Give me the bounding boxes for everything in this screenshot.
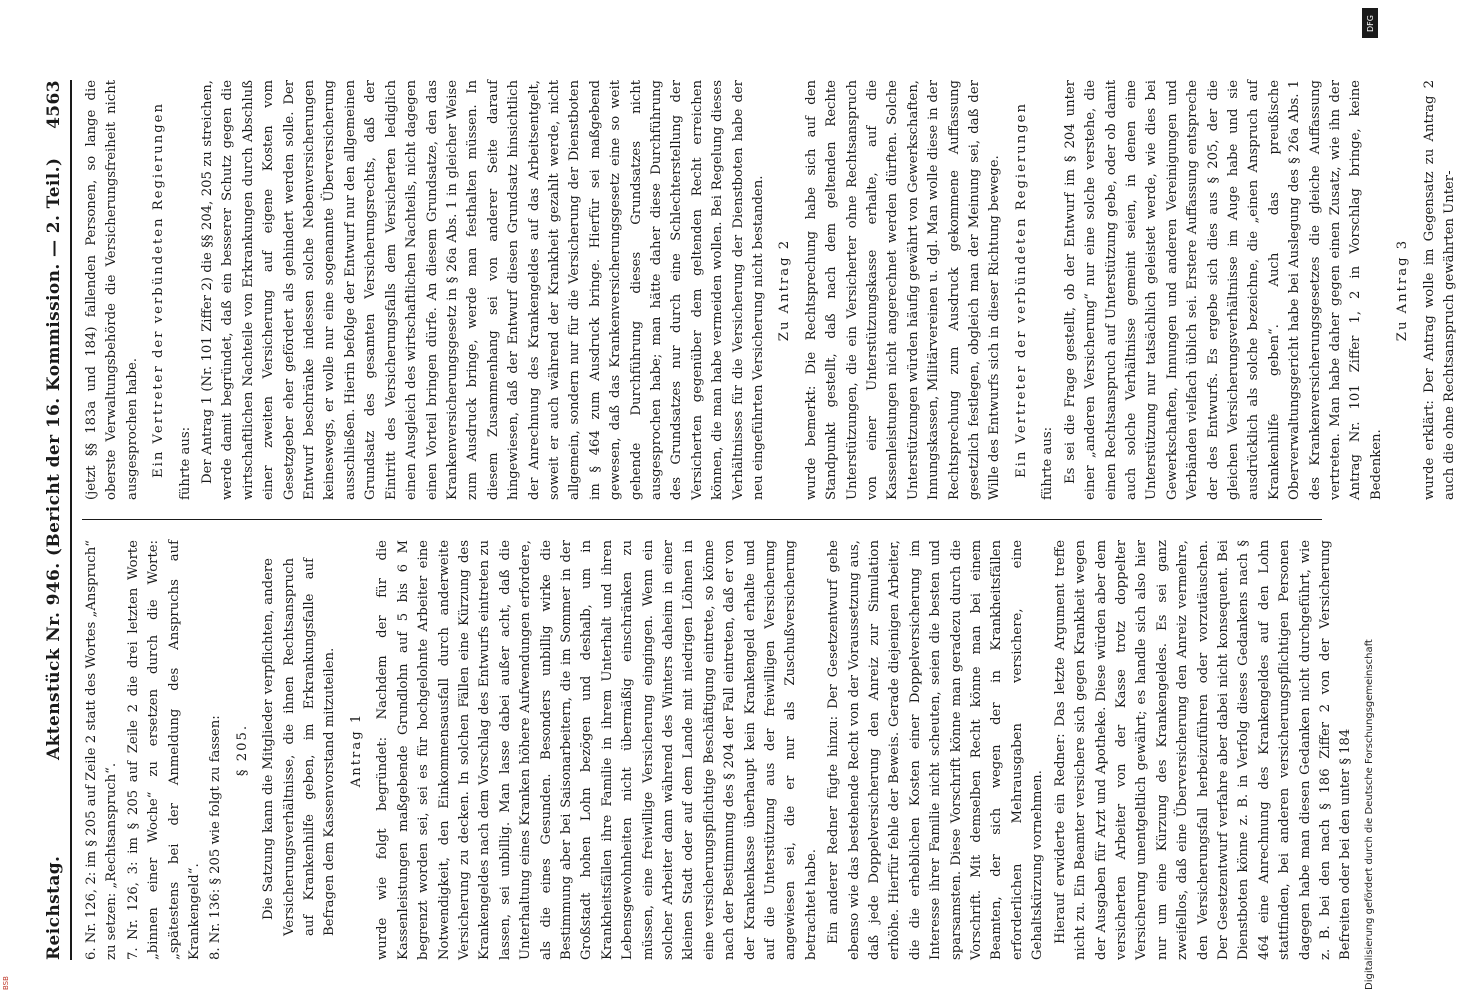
government-heading: Ein Vertreter der verbündeten Regierungen: [1013, 102, 1029, 478]
paragraph: wurde wie folgt begründet: Nachdem der für die Kassenleistungen maßgebende Grundlohn auf 5 bis 6 M begrenzt worden sei, sei es für hochgelohnte Arbeiter eine Notwendigkeit, den Einkommensausfall durch anderweite Versicherung zu decken. In solchen Fällen eine Kürzung des Krankengeldes nach dem Vorschlag des Entwurfs eintreten zu lassen, sei unbillig. Man lasse dabei außer acht, daß die Unterhaltung eines Kranken höhere Aufwendungen erfordere, als die eines Gesunden. Besonders unbillig wirke die Bestimmung aber bei Saisonarbeitern, die im Sommer in der Großstadt hohen Lohn bezögen und deshalb, um in Krankheitsfällen ihre Familie in ihrem Unterhalt und ihren Lebensgewohnheiten nicht übermäßig einschränken zu müssen, eine freiwillige Versicherung eingingen. Wenn ein solcher Arbeiter dann während des Winters daheim in einer kleinen Stadt oder auf dem Lande mit niedrigen Löhnen in eine versicherungspflichtige Beschäftigung eintrete, so könne nach der Bestimmung des § 204 der Fall eintreten, daß er von der Krankenkasse überhaupt kein Krankengeld erhalte und auf die Unterstützung aus der freiwilligen Versicherung angewiesen sei, die er nur als Zuschußversicherung betrachtet habe.: [375, 540, 819, 960]
dfg-label: DFG: [1365, 14, 1375, 32]
antrag-2-heading: Zu Antrag 2: [777, 238, 793, 342]
paragraph: Der Antrag 1 (Nr. 101 Ziffer 2) die §§ 204, 205 zu streichen, werde damit begründet, daß ein besserer Schutz gegen die wirtschaftlichen Nachteile von Erkrankungen durch Abschluß einer zweiten Versicherung auf eigene Kosten vom Gesetzgeber eher gefördert als gehindert werden solle. Der Entwurf beschränke indessen solche Nebenversicherungen keineswegs, er wolle nur eine sogenannte Überversicherung ausschließen. Hierin befolge der Entwurf nur den allgemeinen Grundsatz des gesamten Versicherungsrechts, daß der Eintritt des Versicherungsfalls dem Versicherten lediglich einen Ausgleich des wirtschaftlichen Nachteils, nicht dagegen einen Vorteil bringen dürfe. An diesem Grundsatze, den das Krankenversicherungsgesetz in § 26a Abs. 1 in gleicher Weise zum Ausdruck bringe, werde man festhalten müssen. In diesem Zusammenhang sei von anderer Seite darauf hingewiesen, daß der Entwurf diesen Grundsatz hinsichtlich der Anrechnung des Krankengeldes auf das Arbeitsentgelt, soweit er auch während der Krankheit gezahlt werde, nicht allgemein, sondern nur für die Versicherung der Dienstboten im § 464 zum Ausdruck bringe. Hierfür sei maßgebend gewesen, daß das Krankenversicherungsgesetz eine so weit gehende Durchführung dieses Grundsatzes nicht ausgesprochen habe; man hätte daher diese Durchführung des Grundsatzes nur durch eine Schlechterstellung der Versicherten gegenüber dem geltenden Recht erreichen können, die man habe vermeiden wollen. Bei Regelung dieses Verhältnisses für die Versicherung der Dienstboten habe der neu eingeführten Versicherung nicht bestanden.: [200, 80, 766, 500]
column-divider: [82, 519, 1322, 520]
right-column: [82, 80, 1457, 500]
bsb-mark: [2, 960, 14, 994]
running-head-title: Aktenstück Nr. 946. (Bericht der 16. Kommission. — 2. Teil.): [44, 157, 64, 760]
government-heading: Ein Vertreter der verbündeten Regierungen: [151, 102, 167, 478]
paragraph: führte aus:: [177, 426, 193, 500]
antrag-3-heading: Zu Antrag 3: [1395, 238, 1411, 342]
paragraph: wurde bemerkt: Die Rechtsprechung habe sich auf den Standpunkt gestellt, daß nach dem geltenden Rechte Unterstützungen, die ein Versicherter ohne Rechtsanspruch von einer Unterstützungskasse erhalte, auf die Kassenleistungen nicht angerechnet werden dürften. Solche Unterstützungen würden häufig gewährt von Gewerkschaften, Innungskassen, Militärvereinen u. dgl. Man wolle diese in der Rechtsprechung zum Ausdruck gekommene Auffassung gesetzlich festlegen, obgleich man der Meinung sei, daß der Wille des Entwurfs sich in dieser Richtung bewege.: [803, 80, 1003, 500]
amendment-item: 6. Nr. 126, 2: im § 205 auf Zeile 2 statt des Wortes „Anspruch“ zu setzen: „Rechtsanspruch“.: [84, 540, 120, 960]
running-head: [40, 80, 72, 960]
paragraph: Ein anderer Redner fügte hinzu: Der Gesetzentwurf gehe ebenso wie das bestehende Recht von der Voraussetzung aus, daß jede Doppelversicherung den Anreiz zur Simulation erhöhe. Hierfür fehle der Beweis. Gerade diejenigen Arbeiter, die die erheblichen Kosten einer Doppelversicherung im Interesse ihrer Familie nicht scheuten, seien die besten und sparsamsten. Diese Vorschrift könne man geradezu durch die Vorschrift. Mit demselben Recht könne man bei einem Beamten, der sich wegen der in Krankheitsfällen erforderlichen Mehrausgaben versichere, eine Gehaltskürzung vornehmen.: [826, 540, 1046, 960]
paragraph: Hierauf erwiderte ein Redner: Das letzte Argument treffe nicht zu. Ein Beamter versichere sich gegen Krankheit wegen der Ausgaben für Arzt und Apotheke. Diese würden aber dem versicherten Arbeiter von der Kasse trotz doppelter Versicherung unentgeltlich gewährt; es handle sich also hier nur um eine Kürzung des Krankengeldes. Es sei ganz zweifellos, daß eine Überversicherung den Anreiz vermehre, den Versicherungsfall herbeizuführen oder vorzutäuschen. Der Gesetzentwurf verfahre aber dabei nicht konsequent. Bei Dienstboten könne z. B. in Verfolg dieses Gedankens nach § 464 eine Anrechnung des Krankengeldes auf den Lohn stattfinden, bei anderen versicherungspflichtigen Personen dagegen habe man diesen Gedanken nicht durchgeführt, wie z. B. bei den nach § 186 Ziffer 2 von der Versicherung Befreiten oder bei den unter § 184: [1052, 540, 1354, 960]
antrag-1-heading: Antrag 1: [348, 712, 364, 788]
bsb-label: BSB: [2, 976, 10, 990]
paragraph: Es sei die Frage gestellt, ob der Entwurf im § 204 unter einer „anderen Versicherung“ nur eine solche verstehe, die einen Rechtsanspruch auf Unterstützung gebe, oder ob damit auch solche Verhältnisse gemeint seien, in denen eine Unterstützung nur tatsächlich geleistet werde, wie dies bei Gewerkschaften, Innungen und anderen Vereinigungen und Verbänden vielfach üblich sei. Erstere Auffassung entspreche der des Entwurfs. Es ergebe sich dies aus § 205, der die gleichen Versicherungsverhältnisse im Auge habe und sie ausdrücklich als solche bezeichne, die „einen Anspruch auf Krankenhilfe geben“. Auch das preußische Oberverwaltungsgericht habe bei Auslegung des § 26a Abs. 1 des Krankenversicherungsgesetzes die gleiche Auffassung vertreten. Man habe daher gegen einen Zusatz, wie ihn der Antrag Nr. 101 Ziffer 1, 2 in Vorschlag bringe, keine Bedenken.: [1062, 80, 1384, 500]
amendment-item: 8. Nr. 136: § 205 wie folgt zu fassen:: [208, 715, 224, 960]
section-text: Die Satzung kann die Mitglieder verpflichten, andere Versicherungsverhältnisse, die ihnen Rechtsanspruch auf Krankenhilfe geben, im Erkrankungsfalle auf Befragen dem Kassenvorstand mitzuteilen.: [261, 558, 338, 936]
digitization-credit: Digitalisierung gefördert durch die Deutsche Forschungsgemeinschaft: [1364, 639, 1375, 990]
left-column: [82, 540, 1354, 960]
paragraph: wurde erklärt: Der Antrag wolle im Gegensatz zu Antrag 2 auch die ohne Rechtsanspruch gewährten Unter-: [1421, 80, 1457, 500]
amendment-item: 7. Nr. 126, 3: im § 205 auf Zeile 2 die drei letzten Worte „binnen einer Woche“ zu ersetzen durch die Worte: „spätestens bei der Anmeldung des Anspruchs auf Krankengeld“.: [125, 540, 203, 960]
page-number: 4563: [44, 80, 64, 129]
running-head-left: Reichstag.: [44, 855, 64, 960]
paragraph: führte aus:: [1040, 426, 1056, 500]
paragraph: (jetzt §§ 183a und 184) fallenden Personen, so lange die oberste Verwaltungsbehörde die Versicherungsfreiheit nicht ausgesprochen habe.: [84, 80, 140, 500]
section-heading: § 205.: [234, 723, 250, 777]
